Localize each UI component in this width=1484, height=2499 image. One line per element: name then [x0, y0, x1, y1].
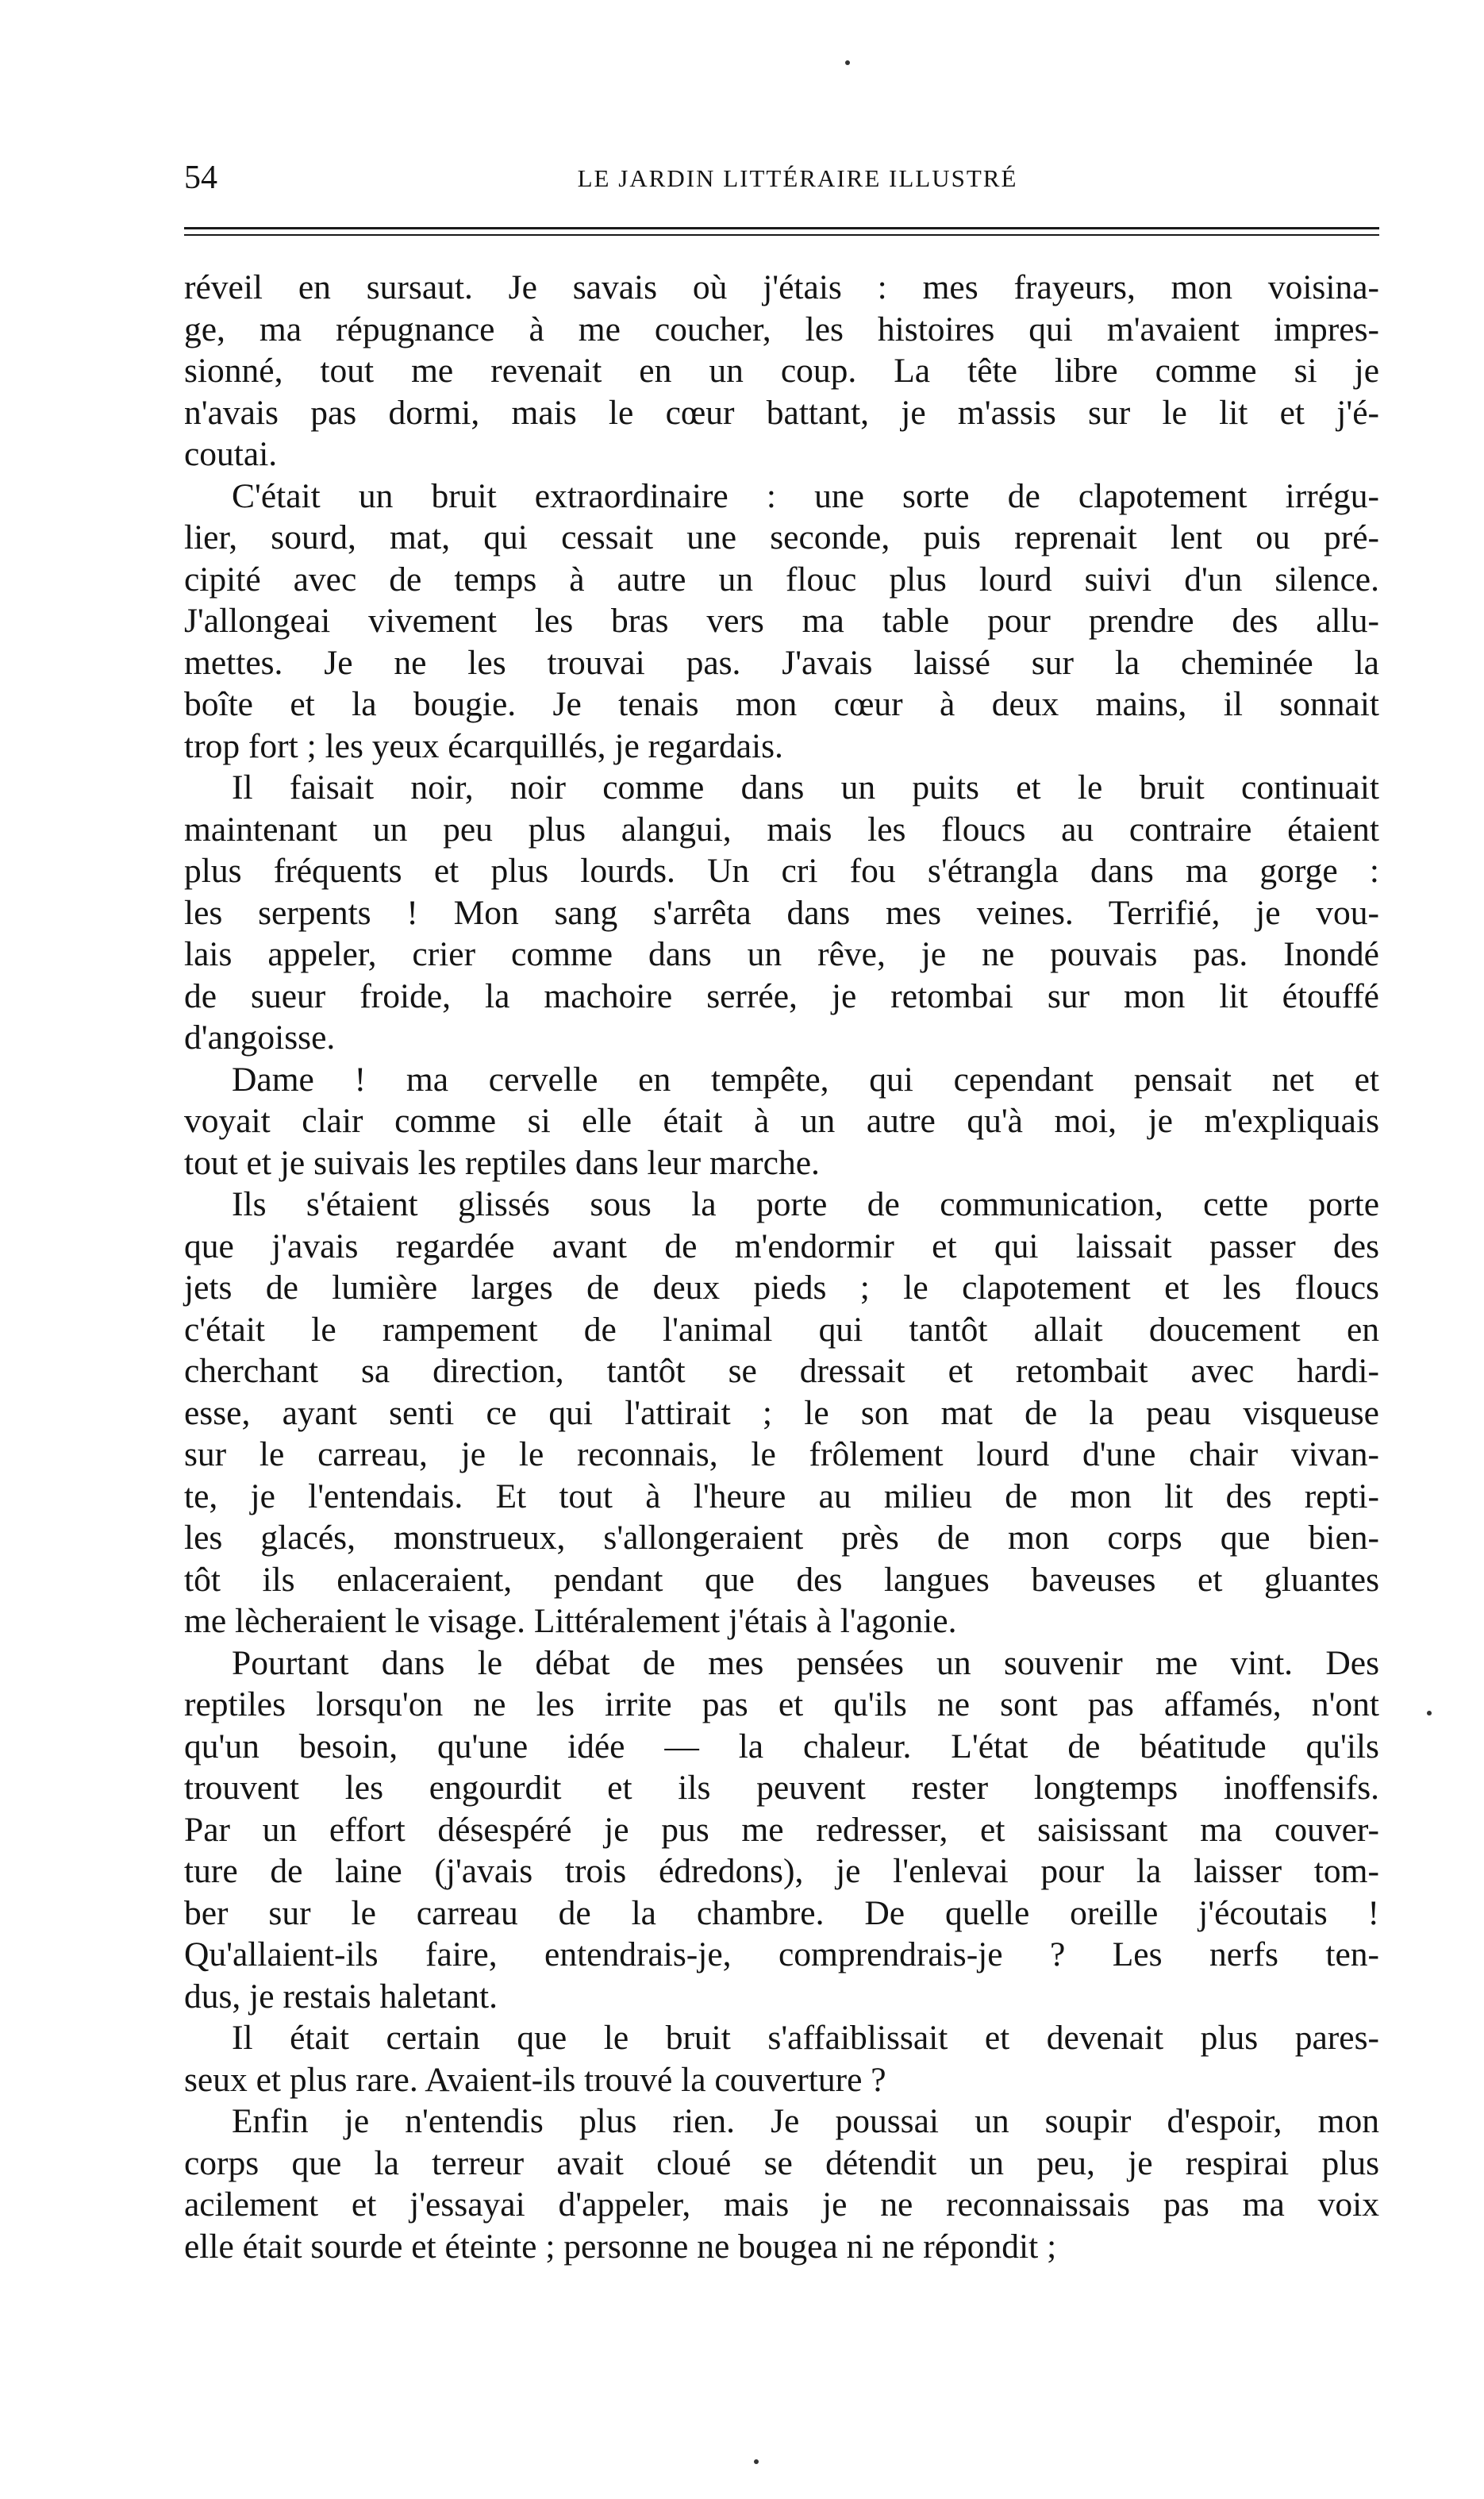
text-line: seux et plus rare. Avaient-ils trouvé la couverture ?	[184, 2060, 886, 2099]
text-line: Pourtant dans le débat de mes pensées un souvenir me vint. Des	[232, 1643, 1379, 1682]
text-line: esse, ayant senti ce qui l'attirait ; le son mat de la peau visqueuse	[184, 1393, 1379, 1432]
text-line: mettes. Je ne les trouvai pas. J'avais laissé sur la cheminée la	[184, 643, 1379, 682]
body-text	[184, 267, 1379, 2267]
paragraph	[184, 2100, 1379, 2267]
text-line: qu'un besoin, qu'une idée — la chaleur. L'état de béatitude qu'ils	[184, 1727, 1379, 1765]
paragraph	[184, 767, 1379, 1059]
text-line: te, je l'entendais. Et tout à l'heure au milieu de mon lit des repti-	[184, 1477, 1379, 1515]
header-rule-bottom	[184, 234, 1379, 236]
text-line: plus fréquents et plus lourds. Un cri fou s'étrangla dans ma gorge :	[184, 852, 1379, 890]
text-line: boîte et la bougie. Je tenais mon cœur à deux mains, il sonnait	[184, 685, 1379, 723]
text-line: ber sur le carreau de la chambre. De quelle oreille j'écoutais !	[184, 1893, 1379, 1932]
text-line: voyait clair comme si elle était à un autre qu'à moi, je m'expliquais	[184, 1102, 1379, 1140]
text-line: de sueur froide, la machoire serrée, je retombai sur mon lit étouffé	[184, 976, 1379, 1015]
text-line: Enfin je n'entendis plus rien. Je poussai un soupir d'espoir, mon	[232, 2102, 1379, 2140]
text-line: lais appeler, crier comme dans un rêve, je ne pouvais pas. Inondé	[184, 935, 1379, 973]
paragraph	[184, 1184, 1379, 1642]
text-line: cherchant sa direction, tantôt se dressait et retombait avec hardi-	[184, 1352, 1379, 1390]
text-line: C'était un bruit extraordinaire : une sorte de clapotement irrégu-	[232, 476, 1379, 515]
running-title: LE JARDIN LITTÉRAIRE ILLUSTRÉ	[577, 164, 1018, 192]
text-line: J'allongeai vivement les bras vers ma table pour prendre des allu-	[184, 602, 1379, 640]
text-line: cipité avec de temps à autre un flouc plus lourd suivi d'un silence.	[184, 560, 1379, 599]
text-line: lier, sourd, mat, qui cessait une seconde, puis reprenait lent ou pré-	[184, 518, 1379, 556]
text-line: réveil en sursaut. Je savais où j'étais : mes frayeurs, mon voisina-	[184, 268, 1379, 306]
text-line: ge, ma répugnance à me coucher, les histoires qui m'avaient impres-	[184, 310, 1379, 348]
text-line: tout et je suivais les reptiles dans leur marche.	[184, 1143, 820, 1182]
text-line: c'était le rampement de l'animal qui tantôt allait doucement en	[184, 1310, 1379, 1349]
ink-speck	[1427, 1711, 1432, 1715]
text-line: sionné, tout me revenait en un coup. La tête libre comme si je	[184, 352, 1379, 390]
page-number: 54	[184, 160, 217, 196]
paragraph	[184, 2017, 1379, 2100]
header-rule-top	[184, 227, 1379, 229]
text-line: ture de laine (j'avais trois édredons), je l'enlevai pour la laisser tom-	[184, 1852, 1379, 1890]
text-line: jets de lumière larges de deux pieds ; le clapotement et les floucs	[184, 1269, 1379, 1307]
text-line: dus, je restais haletant.	[184, 1977, 498, 2016]
text-line: trouvent les engourdit et ils peuvent rester longtemps inoffensifs.	[184, 1769, 1379, 1807]
text-line: reptiles lorsqu'on ne les irrite pas et qu'ils ne sont pas affamés, n'ont	[184, 1685, 1379, 1723]
paragraph	[184, 476, 1379, 768]
running-head	[184, 156, 1379, 200]
text-line: maintenant un peu plus alangui, mais les floucs au contraire étaient	[184, 810, 1379, 849]
text-line: les serpents ! Mon sang s'arrêta dans mes veines. Terrifié, je vou-	[184, 893, 1379, 932]
text-line: les glacés, monstrueux, s'allongeraient près de mon corps que bien-	[184, 1519, 1379, 1557]
ink-speck	[754, 2459, 759, 2464]
text-line: corps que la terreur avait cloué se détendit un peu, je respirai plus	[184, 2143, 1379, 2182]
text-line: tôt ils enlaceraient, pendant que des langues baveuses et gluantes	[184, 1560, 1379, 1599]
text-line: acilement et j'essayai d'appeler, mais je ne reconnaissais pas ma voix	[184, 2185, 1379, 2224]
paragraph	[184, 1642, 1379, 2018]
text-line: n'avais pas dormi, mais le cœur battant, je m'assis sur le lit et j'é-	[184, 393, 1379, 432]
ink-speck	[845, 60, 850, 65]
text-line: d'angoisse.	[184, 1018, 336, 1057]
text-line: sur le carreau, je le reconnais, le frôlement lourd d'une chair vivan-	[184, 1435, 1379, 1473]
text-line: Il faisait noir, noir comme dans un puits et le bruit continuait	[232, 768, 1379, 807]
text-line: coutai.	[184, 435, 278, 473]
text-line: Il était certain que le bruit s'affaiblissait et devenait plus pares-	[232, 2019, 1379, 2057]
paragraph	[184, 267, 1379, 476]
text-line: me lècheraient le visage. Littéralement j'étais à l'agonie.	[184, 1602, 957, 1640]
text-line: trop fort ; les yeux écarquillés, je regardais.	[184, 726, 783, 765]
text-line: elle était sourde et éteinte ; personne ne bougea ni ne répondit ;	[184, 2227, 1057, 2266]
text-line: Ils s'étaient glissés sous la porte de communication, cette porte	[232, 1185, 1379, 1223]
text-line: Qu'allaient-ils faire, entendrais-je, comprendrais-je ? Les nerfs ten-	[184, 1935, 1379, 1973]
text-line: Dame ! ma cervelle en tempête, qui cependant pensait net et	[232, 1060, 1379, 1099]
text-line: Par un effort désespéré je pus me redresser, et saisissant ma couver-	[184, 1810, 1379, 1849]
paragraph	[184, 1059, 1379, 1184]
text-line: que j'avais regardée avant de m'endormir et qui laissait passer des	[184, 1226, 1379, 1265]
